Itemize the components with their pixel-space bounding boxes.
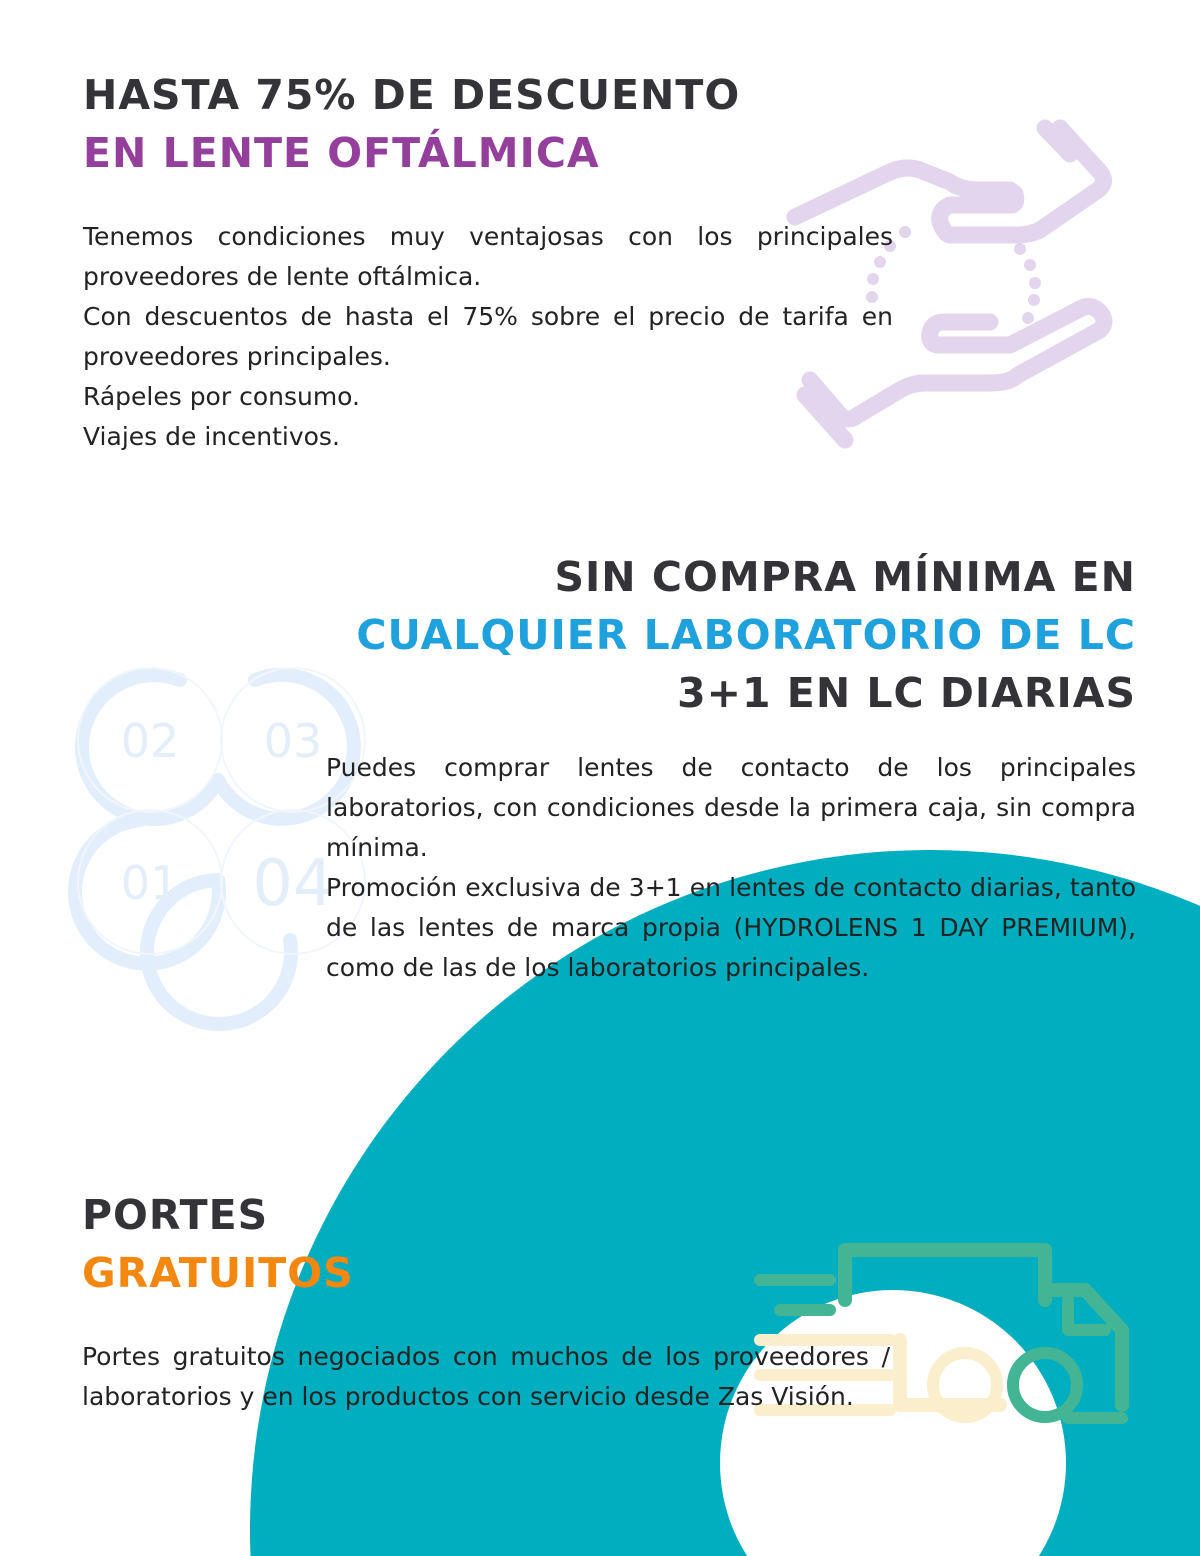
section3-heading-line2: GRATUITOS [82, 1249, 354, 1297]
step-number-04: 04 [252, 847, 334, 921]
section1-paragraph: Viajes de incentivos. [83, 422, 340, 451]
section1-body [83, 217, 893, 457]
section1-heading-line2: EN LENTE OFTÁLMICA [83, 129, 600, 177]
section2-heading-line2: CUALQUIER LABORATORIO DE LC [356, 611, 1136, 659]
section2-paragraph: Puedes comprar lentes de contacto de los principales laboratorios, con condiciones desde la primera caja, sin compra mínima. [326, 753, 1136, 862]
section1-paragraph: Con descuentos de hasta el 75% sobre el precio de tarifa en proveedores principales. [83, 302, 893, 371]
section1-paragraph: Tenemos condiciones muy ventajosas con los principales proveedores de lente oftálmica. [83, 222, 893, 291]
section1-heading-line1: HASTA 75% DE DESCUENTO [83, 71, 741, 119]
section2-heading-line1: SIN COMPRA MÍNIMA EN [554, 553, 1136, 601]
section3-paragraph: Portes gratuitos negociados con muchos de los proveedores / laboratorios y en los productos con servicio desde Zas Visión. [82, 1342, 890, 1411]
section2-heading-line3: 3+1 EN LC DIARIAS [677, 669, 1136, 717]
section-lentes-contacto [326, 548, 1136, 988]
step-number-01: 01 [120, 856, 180, 910]
section1-paragraph: Rápeles por consumo. [83, 382, 360, 411]
section3-heading-line1: PORTES [82, 1191, 269, 1239]
section-lente-oftalmica [83, 66, 893, 457]
step-number-02: 02 [120, 714, 180, 768]
section2-paragraph: Promoción exclusiva de 3+1 en lentes de contacto diarias, tanto de las lentes de marca propia (HYDROLENS 1 DAY PREMIUM), como de las de los laboratorios principales. [326, 873, 1136, 982]
section3-body [82, 1337, 890, 1417]
section-portes-gratuitos [82, 1186, 890, 1417]
section2-body [326, 748, 1136, 988]
step-number-03: 03 [263, 714, 323, 768]
